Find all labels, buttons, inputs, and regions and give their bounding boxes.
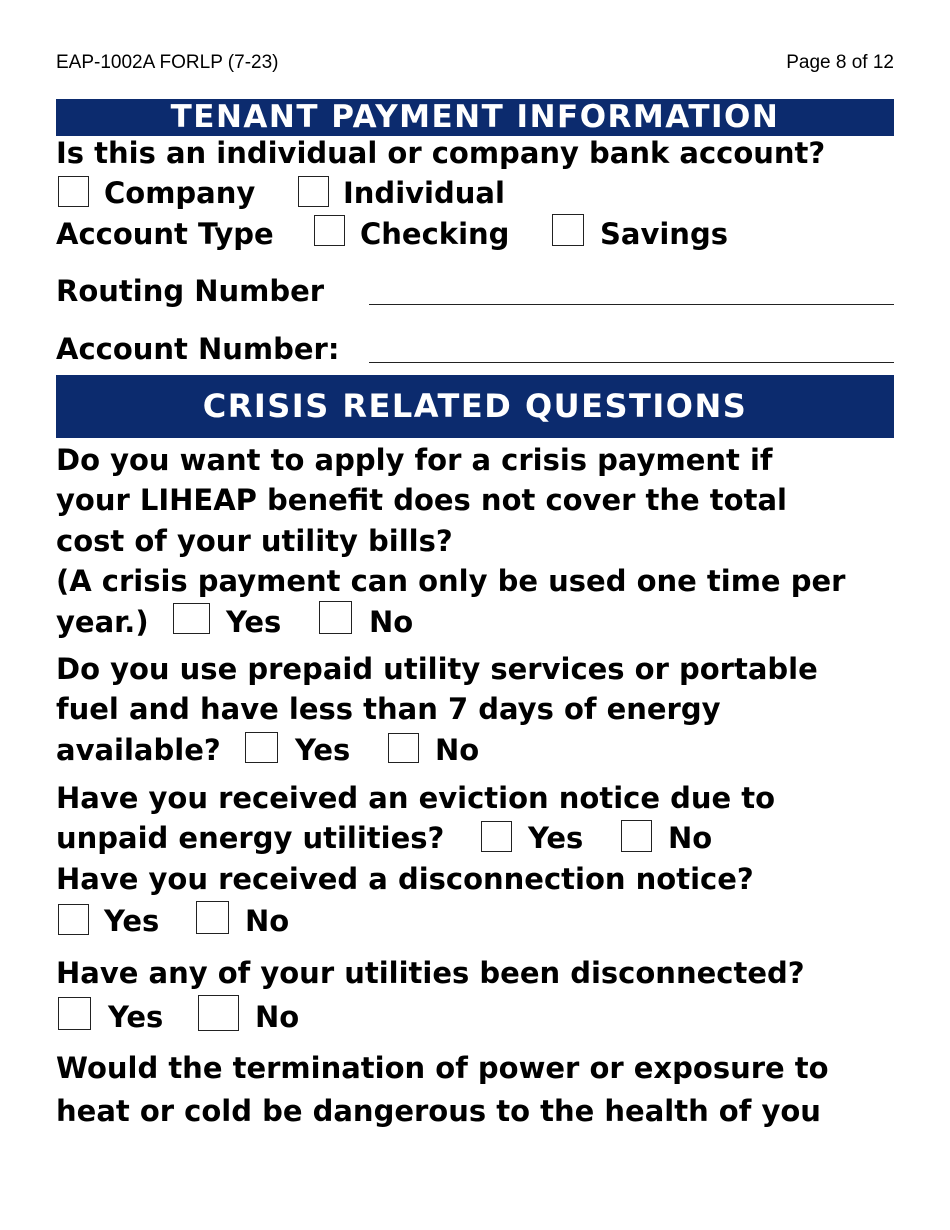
- account-number-field[interactable]: [369, 362, 894, 363]
- eviction-no-label: No: [668, 821, 713, 855]
- prepaid-question-line1: Do you use prepaid utility services or portable: [56, 652, 818, 686]
- crisis-payment-yes-label: Yes: [226, 605, 282, 639]
- crisis-payment-question-line1: Do you want to apply for a crisis payment if: [56, 443, 773, 477]
- tenant-payment-header: TENANT PAYMENT INFORMATION: [56, 99, 894, 136]
- page-number: Page 8 of 12: [786, 52, 894, 73]
- prepaid-yes-checkbox[interactable]: [245, 732, 278, 763]
- crisis-payment-question-line3: cost of your utility bills?: [56, 524, 453, 558]
- eviction-no-checkbox[interactable]: [621, 820, 652, 852]
- form-id: EAP-1002A FORLP (7-23): [56, 52, 279, 73]
- disconnection-notice-no-label: No: [245, 904, 290, 938]
- savings-label: Savings: [600, 217, 728, 251]
- prepaid-question-line3: available?: [56, 733, 221, 767]
- disconnected-no-label: No: [255, 1000, 300, 1034]
- disconnected-question: Have any of your utilities been disconnected?: [56, 956, 805, 990]
- prepaid-no-checkbox[interactable]: [388, 733, 419, 763]
- prepaid-no-label: No: [435, 733, 480, 767]
- eviction-question-line1: Have you received an eviction notice due to: [56, 781, 776, 815]
- disconnected-yes-checkbox[interactable]: [58, 997, 91, 1030]
- prepaid-question-line2: fuel and have less than 7 days of energy: [56, 692, 721, 726]
- checking-checkbox[interactable]: [314, 215, 345, 246]
- account-type-label: Account Type: [56, 217, 274, 251]
- routing-number-field[interactable]: [369, 304, 894, 305]
- individual-checkbox[interactable]: [298, 176, 329, 207]
- crisis-payment-question-line2: your LIHEAP benefit does not cover the total: [56, 483, 787, 517]
- eviction-yes-checkbox[interactable]: [481, 821, 512, 852]
- crisis-payment-question-line4: (A crisis payment can only be used one time per: [56, 564, 846, 598]
- crisis-payment-yes-checkbox[interactable]: [173, 603, 210, 634]
- disconnected-no-checkbox[interactable]: [198, 995, 239, 1031]
- disconnection-notice-no-checkbox[interactable]: [196, 901, 229, 934]
- individual-label: Individual: [343, 176, 505, 210]
- checking-label: Checking: [360, 217, 510, 251]
- health-danger-question-line1: Would the termination of power or exposure to: [56, 1051, 829, 1085]
- eviction-question-line2: unpaid energy utilities?: [56, 821, 445, 855]
- disconnection-notice-question: Have you received a disconnection notice?: [56, 862, 754, 896]
- prepaid-yes-label: Yes: [295, 733, 351, 767]
- account-number-label: Account Number:: [56, 332, 340, 366]
- crisis-questions-header: CRISIS RELATED QUESTIONS: [56, 375, 894, 438]
- disconnection-notice-yes-label: Yes: [104, 904, 160, 938]
- health-danger-question-line2: heat or cold be dangerous to the health of you: [56, 1094, 821, 1128]
- routing-number-label: Routing Number: [56, 274, 325, 308]
- savings-checkbox[interactable]: [552, 214, 584, 246]
- eviction-yes-label: Yes: [528, 821, 584, 855]
- disconnection-notice-yes-checkbox[interactable]: [58, 904, 89, 935]
- account-kind-question: Is this an individual or company bank account?: [56, 136, 826, 170]
- company-label: Company: [104, 176, 256, 210]
- crisis-payment-no-label: No: [369, 605, 414, 639]
- crisis-payment-question-line5: year.): [56, 605, 149, 639]
- disconnected-yes-label: Yes: [108, 1000, 164, 1034]
- crisis-payment-no-checkbox[interactable]: [319, 601, 352, 634]
- company-checkbox[interactable]: [58, 176, 89, 207]
